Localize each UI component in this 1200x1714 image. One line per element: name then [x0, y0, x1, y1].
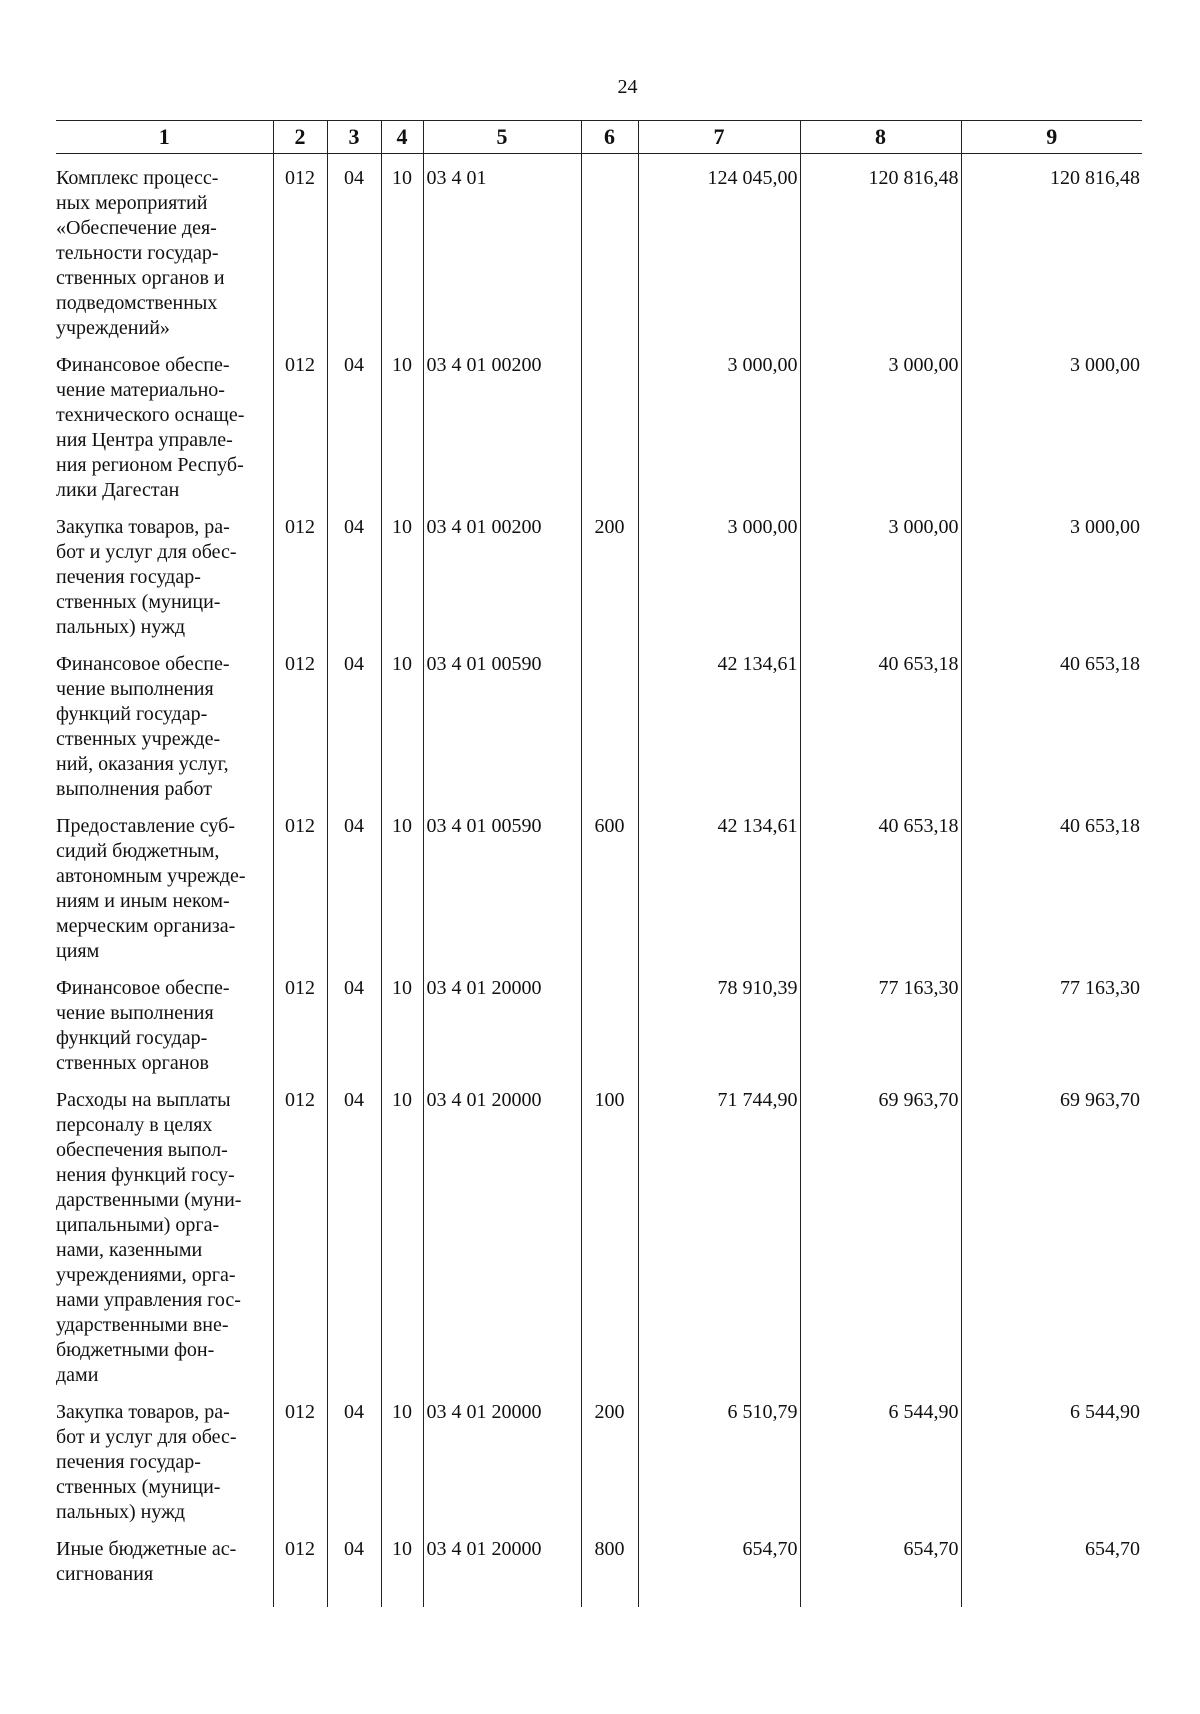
row-name-cell: Комплекс процесс- ных мероприятий «Обеспечение дея- тельности государ- ственных органов и подведомственных учреждений» — [56, 167, 225, 339]
amount-col-7-cell: 78 910,39 — [638, 964, 800, 1076]
amount-col-7-cell: 3 000,00 — [638, 503, 800, 640]
section-code-cell: 04 — [327, 640, 381, 802]
table-row — [56, 1076, 1142, 1388]
amount-col-9-cell: 69 963,70 — [961, 1076, 1142, 1388]
header-col-9: 9 — [961, 121, 1142, 154]
subsection-code-cell: 10 — [381, 640, 423, 802]
subsection-code-cell: 10 — [381, 1525, 423, 1607]
header-col-3: 3 — [327, 121, 381, 154]
ministry-code-cell: 012 — [273, 1388, 327, 1525]
table-row — [56, 1525, 1142, 1607]
table-row — [56, 964, 1142, 1076]
amount-col-7-cell: 654,70 — [638, 1525, 800, 1607]
row-name-cell: Предоставление суб- сидий бюджетным, автономным учрежде- ниям и иным неком- мерческим организа- циям — [56, 815, 246, 962]
budget-table — [56, 120, 1142, 1607]
amount-col-8-cell: 654,70 — [800, 1525, 961, 1607]
amount-col-8-cell: 69 963,70 — [800, 1076, 961, 1388]
target-article-cell: 03 4 01 — [423, 154, 581, 342]
subsection-code-cell: 10 — [381, 964, 423, 1076]
budget-table-wrapper — [56, 120, 1142, 1607]
table-body — [56, 154, 1142, 1608]
expense-type-cell: 200 — [581, 503, 638, 640]
amount-col-8-cell: 3 000,00 — [800, 341, 961, 503]
expense-type-cell — [581, 154, 638, 342]
target-article-cell: 03 4 01 20000 — [423, 1525, 581, 1607]
header-col-7: 7 — [638, 121, 800, 154]
section-code-cell: 04 — [327, 1525, 381, 1607]
header-col-1: 1 — [56, 121, 273, 154]
header-row — [56, 121, 1142, 154]
target-article-cell: 03 4 01 00200 — [423, 503, 581, 640]
ministry-code-cell: 012 — [273, 964, 327, 1076]
expense-type-cell: 200 — [581, 1388, 638, 1525]
ministry-code-cell: 012 — [273, 802, 327, 964]
ministry-code-cell: 012 — [273, 154, 327, 342]
section-code-cell: 04 — [327, 1388, 381, 1525]
section-code-cell: 04 — [327, 1076, 381, 1388]
header-col-4: 4 — [381, 121, 423, 154]
amount-col-7-cell: 6 510,79 — [638, 1388, 800, 1525]
amount-col-9-cell: 3 000,00 — [961, 341, 1142, 503]
header-col-5: 5 — [423, 121, 581, 154]
amount-col-7-cell: 71 744,90 — [638, 1076, 800, 1388]
row-name-cell: Иные бюджетные ас- сигнования — [56, 1538, 237, 1585]
amount-col-9-cell: 40 653,18 — [961, 640, 1142, 802]
table-header — [56, 121, 1142, 154]
target-article-cell: 03 4 01 00590 — [423, 802, 581, 964]
amount-col-8-cell: 120 816,48 — [800, 154, 961, 342]
row-name-cell: Финансовое обеспе- чение выполнения функций государ- ственных учрежде- ний, оказания услуг, выполнения работ — [56, 653, 230, 800]
table-row — [56, 154, 1142, 342]
expense-type-cell — [581, 640, 638, 802]
page-number: 24 — [617, 76, 638, 98]
amount-col-9-cell: 40 653,18 — [961, 802, 1142, 964]
subsection-code-cell: 10 — [381, 503, 423, 640]
amount-col-8-cell: 6 544,90 — [800, 1388, 961, 1525]
expense-type-cell: 100 — [581, 1076, 638, 1388]
section-code-cell: 04 — [327, 503, 381, 640]
ministry-code-cell: 012 — [273, 503, 327, 640]
target-article-cell: 03 4 01 20000 — [423, 1388, 581, 1525]
header-col-6: 6 — [581, 121, 638, 154]
row-name-cell: Закупка товаров, ра- бот и услуг для обес- печения государ- ственных (муници- пальных) нужд — [56, 1401, 237, 1523]
expense-type-cell — [581, 341, 638, 503]
expense-type-cell — [581, 964, 638, 1076]
table-row — [56, 1388, 1142, 1525]
expense-type-cell: 800 — [581, 1525, 638, 1607]
target-article-cell: 03 4 01 00200 — [423, 341, 581, 503]
subsection-code-cell: 10 — [381, 154, 423, 342]
amount-col-9-cell: 6 544,90 — [961, 1388, 1142, 1525]
subsection-code-cell: 10 — [381, 341, 423, 503]
row-name-cell: Финансовое обеспе- чение материально- технического оснаще- ния Центра управле- ния регионом Респуб- лики Дагестан — [56, 354, 245, 501]
table-row — [56, 503, 1142, 640]
header-col-2: 2 — [273, 121, 327, 154]
expense-type-cell: 600 — [581, 802, 638, 964]
row-name-cell: Расходы на выплаты персоналу в целях обеспечения выпол- нения функций госу- дарственными (муни- ципальными) орга- нами, казенными учреждениями, орга- нами управления гос- ударственными вне- бюджетными фон- дами — [56, 1089, 242, 1386]
amount-col-7-cell: 124 045,00 — [638, 154, 800, 342]
table-row — [56, 640, 1142, 802]
amount-col-8-cell: 77 163,30 — [800, 964, 961, 1076]
amount-col-8-cell: 40 653,18 — [800, 802, 961, 964]
table-row — [56, 802, 1142, 964]
section-code-cell: 04 — [327, 341, 381, 503]
amount-col-9-cell: 3 000,00 — [961, 503, 1142, 640]
amount-col-7-cell: 3 000,00 — [638, 341, 800, 503]
amount-col-8-cell: 40 653,18 — [800, 640, 961, 802]
ministry-code-cell: 012 — [273, 1076, 327, 1388]
ministry-code-cell: 012 — [273, 1525, 327, 1607]
subsection-code-cell: 10 — [381, 1076, 423, 1388]
amount-col-7-cell: 42 134,61 — [638, 640, 800, 802]
header-col-8: 8 — [800, 121, 961, 154]
section-code-cell: 04 — [327, 154, 381, 342]
subsection-code-cell: 10 — [381, 1388, 423, 1525]
table-row — [56, 341, 1142, 503]
amount-col-9-cell: 654,70 — [961, 1525, 1142, 1607]
row-name-cell: Финансовое обеспе- чение выполнения функций государ- ственных органов — [56, 977, 230, 1074]
amount-col-7-cell: 42 134,61 — [638, 802, 800, 964]
target-article-cell: 03 4 01 00590 — [423, 640, 581, 802]
amount-col-9-cell: 77 163,30 — [961, 964, 1142, 1076]
ministry-code-cell: 012 — [273, 640, 327, 802]
subsection-code-cell: 10 — [381, 802, 423, 964]
section-code-cell: 04 — [327, 802, 381, 964]
row-name-cell: Закупка товаров, ра- бот и услуг для обес- печения государ- ственных (муници- пальных) нужд — [56, 516, 237, 638]
amount-col-8-cell: 3 000,00 — [800, 503, 961, 640]
ministry-code-cell: 012 — [273, 341, 327, 503]
section-code-cell: 04 — [327, 964, 381, 1076]
target-article-cell: 03 4 01 20000 — [423, 1076, 581, 1388]
target-article-cell: 03 4 01 20000 — [423, 964, 581, 1076]
amount-col-9-cell: 120 816,48 — [961, 154, 1142, 342]
